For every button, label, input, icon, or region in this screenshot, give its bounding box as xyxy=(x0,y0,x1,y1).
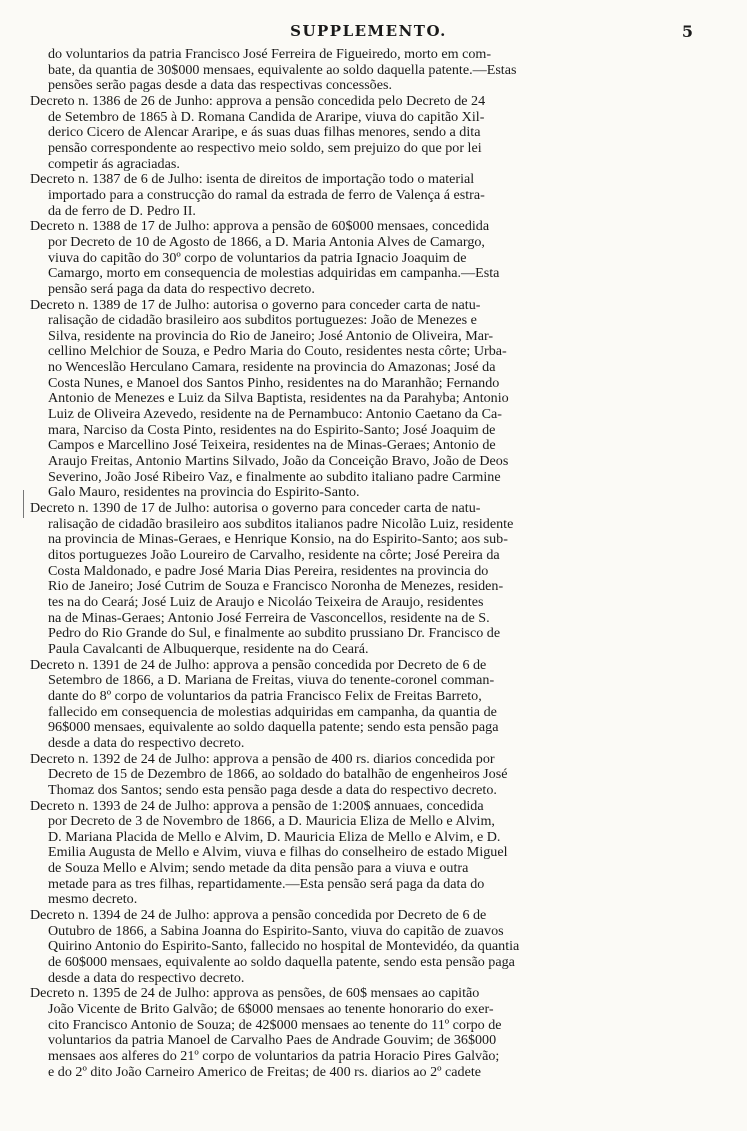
text-line: ditos portuguezes João Loureiro de Carvalho, residente na côrte; José Pereira da xyxy=(48,547,500,563)
text-line: Decreto n. 1386 de 26 de Junho: approva a pensão concedida pelo Decreto de 24 xyxy=(30,92,486,109)
text-line: Quirino Antonio do Espirito-Santo, fallecido no hospital de Montevidéo, da quantia xyxy=(48,938,520,955)
margin-mark xyxy=(23,490,24,518)
text-line: pensão correspondente ao respectivo meio soldo, sem prejuizo do que por lei xyxy=(48,139,482,156)
text-line: mensaes aos alferes do 21º corpo de voluntarios da patria Horacio Pires Galvão; xyxy=(48,1048,500,1064)
text-line: Luiz de Oliveira Azevedo, residente na de Pernambuco: Antonio Caetano da Ca- xyxy=(48,406,502,423)
text-line: Decreto n. 1392 de 24 de Julho: approva a pensão de 400 rs. diarios concedida por xyxy=(30,750,495,767)
text-line: desde a data do respectivo decreto. xyxy=(48,969,245,986)
text-line: Decreto n. 1391 de 24 de Julho: approva a pensão concedida por Decreto de 6 de xyxy=(30,656,487,673)
text-line: desde a data do respectivo decreto. xyxy=(48,734,245,751)
text-line: Costa Maldonado, e padre José Maria Dias Pereira, residentes na provincia do xyxy=(48,562,489,579)
text-line: Camargo, morto em consequencia de molestias adquiridas em campanha.—Esta xyxy=(48,265,500,282)
text-line: Campos e Marcellino José Teixeira, residentes na de Minas-Geraes; Antonio de xyxy=(48,437,496,454)
decree-entry xyxy=(30,298,707,502)
decree-entry xyxy=(30,94,707,172)
text-line: Rio de Janeiro; José Cutrim de Souza e Francisco Noronha de Menezes, residen- xyxy=(48,578,504,595)
page-header xyxy=(30,22,707,42)
text-line: Thomaz dos Santos; sendo esta pensão paga desde a data do respectivo decreto. xyxy=(48,781,497,798)
text-line: Galo Mauro, residentes na provincia do Espirito-Santo. xyxy=(48,484,360,501)
text-line: ralisação de cidadão brasileiro aos subditos portuguezes: João de Menezes e xyxy=(48,312,477,329)
text-line: Outubro de 1866, a Sabina Joanna do Espirito-Santo, viuva do capitão de zuavos xyxy=(48,922,504,939)
text-line: Decreto n. 1395 de 24 de Julho: approva as pensões, de 60$ mensaes ao capitão xyxy=(30,985,480,1002)
decree-entry xyxy=(30,501,707,658)
page-title: SUPPLEMENTO. xyxy=(290,22,447,40)
text-line: mara, Narciso da Costa Pinto, residentes na do Espirito-Santo; José Joaquim de xyxy=(48,421,496,438)
text-line: tes na do Ceará; José Luiz de Araujo e Nicoláo Teixeira de Araujo, residentes xyxy=(48,593,484,610)
text-line: da de ferro de D. Pedro II. xyxy=(48,202,196,219)
text-line: de 60$000 mensaes, equivalente ao soldo daquella patente, sendo esta pensão paga xyxy=(48,954,515,971)
text-line: importado para a construcção do ramal da estrada de ferro de Valença á estra- xyxy=(48,186,485,203)
text-line: por Decreto de 3 de Novembro de 1866, a D. Mauricia Eliza de Mello e Alvim, xyxy=(48,813,495,830)
text-line: Decreto n. 1394 de 24 de Julho: approva a pensão concedida por Decreto de 6 de xyxy=(30,907,487,924)
text-line: viuva do capitão do 30º corpo de voluntarios da patria Ignacio Joaquim de xyxy=(48,249,467,266)
text-line: voluntarios da patria Manoel de Carvalho Paes de Andrade Gouvim; de 36$000 xyxy=(48,1032,497,1049)
decree-entry xyxy=(30,219,707,297)
text-line: na de Minas-Geraes; Antonio José Ferreira de Vasconcellos, residente na de S. xyxy=(48,609,490,626)
text-line: pensões serão pagas desde a data das respectivas concessões. xyxy=(48,77,392,94)
decree-entry xyxy=(30,172,707,219)
text-line: pensão será paga da data do respectivo decreto. xyxy=(48,280,315,297)
text-line: Severino, João José Ribeiro Vaz, e finalmente ao subdito italiano padre Carmine xyxy=(48,468,501,485)
text-line: D. Mariana Placida de Mello e Alvim, D. Mauricia Eliza de Mello e Alvim, e D. xyxy=(48,828,501,845)
text-line: competir ás agraciadas. xyxy=(48,155,180,172)
text-line: Antonio de Menezes e Luiz da Silva Baptista, residentes na da Parahyba; Antonio xyxy=(48,390,509,407)
text-line: de Souza Mello e Alvim; sendo metade da dita pensão para a viuva e outra xyxy=(48,860,469,877)
text-line: e do 2º dito João Carneiro Americo de Freitas; de 400 rs. diarios ao 2º cadete xyxy=(48,1063,481,1080)
text-line: derico Cicero de Alencar Araripe, e ás suas duas filhas menores, sendo a dita xyxy=(48,124,481,141)
decree-list xyxy=(30,47,707,1080)
text-line: Costa Nunes, e Manoel dos Santos Pinho, residentes na do Maranhão; Fernando xyxy=(48,374,500,391)
text-line: de Setembro de 1865 à D. Romana Candida de Araripe, viuva do capitão Xil- xyxy=(48,108,485,125)
text-line: Araujo Freitas, Antonio Martins Silvado, João da Conceição Bravo, João de Deos xyxy=(48,453,509,470)
text-line: na provincia de Minas-Geraes, e Henrique Konsio, na do Espirito-Santo; aos sub- xyxy=(48,531,508,548)
text-line: Decreto n. 1390 de 17 de Julho: autorisa o governo para conceder carta de natu- xyxy=(30,500,481,517)
decree-entry xyxy=(30,986,707,1080)
text-line: Pedro do Rio Grande do Sul, e finalmente ao subdito prussiano Dr. Francisco de xyxy=(48,625,501,642)
text-line: João Vicente de Brito Galvão; de 6$000 mensaes ao tenente honorario do exer- xyxy=(48,1001,494,1018)
text-line: fallecido em consequencia de molestias adquiridas em campanha, da quantia de xyxy=(48,703,497,720)
text-line: ralisação de cidadão brasileiro aos subditos italianos padre Nicolão Luiz, residente xyxy=(48,515,514,532)
text-line: no Wenceslão Herculano Camara, residente na provincia do Amazonas; José da xyxy=(48,359,496,376)
decree-entry xyxy=(30,752,707,799)
text-line: dante do 8º corpo de voluntarios da patria Francisco Felix de Freitas Barreto, xyxy=(48,687,482,704)
text-line: Decreto n. 1388 de 17 de Julho: approva a pensão de 60$000 mensaes, concedida xyxy=(30,218,490,235)
text-line: cito Francisco Antonio de Souza; de 42$000 mensaes ao tenente do 11º corpo de xyxy=(48,1016,502,1033)
text-line: Decreto de 15 de Dezembro de 1866, ao soldado do batalhão de engenheiros José xyxy=(48,766,508,783)
text-line: Emilia Augusta de Mello e Alvim, viuva e filhas do conselheiro de estado Miguel xyxy=(48,844,508,861)
text-line: por Decreto de 10 de Agosto de 1866, a D. Maria Antonia Alves de Camargo, xyxy=(48,233,485,250)
page-number: 5 xyxy=(681,22,693,41)
text-line: Decreto n. 1389 de 17 de Julho: autorisa o governo para conceder carta de natu- xyxy=(30,296,481,313)
text-line: Setembro de 1866, a D. Mariana de Freitas, viuva do tenente-coronel comman- xyxy=(48,672,495,689)
text-line: Silva, residente na provincia do Rio de Janeiro; José Antonio de Oliveira, Mar- xyxy=(48,327,494,344)
decree-entry xyxy=(30,908,707,986)
text-line: bate, da quantia de 30$000 mensaes, equivalente ao soldo daquella patente.—Estas xyxy=(48,61,517,78)
decree-entry xyxy=(30,47,707,94)
text-line: Decreto n. 1393 de 24 de Julho: approva a pensão de 1:200$ annuaes, concedida xyxy=(30,797,484,814)
text-line: Paula Cavalcanti de Albuquerque, residente na do Ceará. xyxy=(48,640,369,657)
text-line: Decreto n. 1387 de 6 de Julho: isenta de direitos de importação todo o material xyxy=(30,171,475,188)
text-line: do voluntarios da patria Francisco José Ferreira de Figueiredo, morto em com- xyxy=(48,46,492,62)
text-line: cellino Melchior de Souza, e Pedro Maria do Couto, residentes nesta côrte; Urba- xyxy=(48,343,507,360)
decree-entry xyxy=(30,799,707,909)
decree-entry xyxy=(30,658,707,752)
text-line: mesmo decreto. xyxy=(48,891,138,908)
text-line: metade para as tres filhas, repartidamente.—Esta pensão será paga da data do xyxy=(48,875,485,892)
text-line: 96$000 mensaes, equivalente ao soldo daquella patente; sendo esta pensão paga xyxy=(48,719,499,736)
